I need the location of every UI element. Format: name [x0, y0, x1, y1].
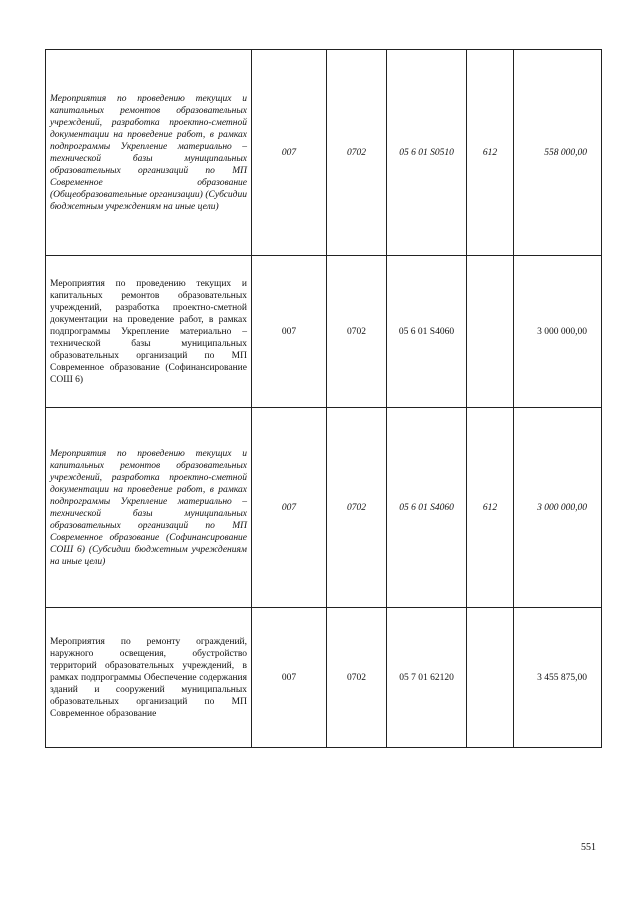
row-target-code: 05 7 01 62120	[387, 608, 467, 748]
row-target-code: 05 6 01 S0510	[387, 50, 467, 256]
row-section-code: 0702	[327, 50, 387, 256]
row-ministry-code: 007	[252, 50, 327, 256]
row-target-code: 05 6 01 S4060	[387, 408, 467, 608]
row-expense-kind	[467, 608, 514, 748]
row-section-code: 0702	[327, 408, 387, 608]
row-amount: 3 000 000,00	[514, 408, 602, 608]
row-section-code: 0702	[327, 608, 387, 748]
budget-table	[45, 49, 602, 748]
row-description: Мероприятия по проведению текущих и капитальных ремонтов образовательных учреждений, разработка проектно-сметной документации на проведение работ, в рамках подпрограммы Укрепление материально – технической базы муниципальных образовательных организаций по МП Современное образование (Общеобразовательные организации) (Субсидии бюджетным учреждениям на иные цели)	[46, 50, 252, 256]
row-ministry-code: 007	[252, 608, 327, 748]
row-description: Мероприятия по проведению текущих и капитальных ремонтов образовательных учреждений, разработка проектно-сметной документации на проведение работ, в рамках подпрограммы Укрепление материально – технической базы муниципальных образовательных организаций по МП Современное образование (Софинансирование СОШ 6)	[46, 256, 252, 408]
row-expense-kind: 612	[467, 408, 514, 608]
table-row	[46, 408, 602, 608]
row-ministry-code: 007	[252, 256, 327, 408]
table-row	[46, 50, 602, 256]
page-number: 551	[581, 842, 596, 853]
row-target-code: 05 6 01 S4060	[387, 256, 467, 408]
row-description: Мероприятия по проведению текущих и капитальных ремонтов образовательных учреждений, разработка проектно-сметной документации на проведение работ, в рамках подпрограммы Укрепление материально – технической базы муниципальных образовательных организаций по МП Современное образование (Софинансирование СОШ 6) (Субсидии бюджетным учреждениям на иные цели)	[46, 408, 252, 608]
row-expense-kind: 612	[467, 50, 514, 256]
row-amount: 3 455 875,00	[514, 608, 602, 748]
table-row	[46, 608, 602, 748]
row-ministry-code: 007	[252, 408, 327, 608]
table-row	[46, 256, 602, 408]
row-section-code: 0702	[327, 256, 387, 408]
row-description: Мероприятия по ремонту ограждений, наружного освещения, обустройство территорий образовательных учреждений, в рамках подпрограммы Обеспечение содержания зданий и сооружений муниципальных образовательных организаций по МП Современное образование	[46, 608, 252, 748]
row-expense-kind	[467, 256, 514, 408]
row-amount: 3 000 000,00	[514, 256, 602, 408]
row-amount: 558 000,00	[514, 50, 602, 256]
